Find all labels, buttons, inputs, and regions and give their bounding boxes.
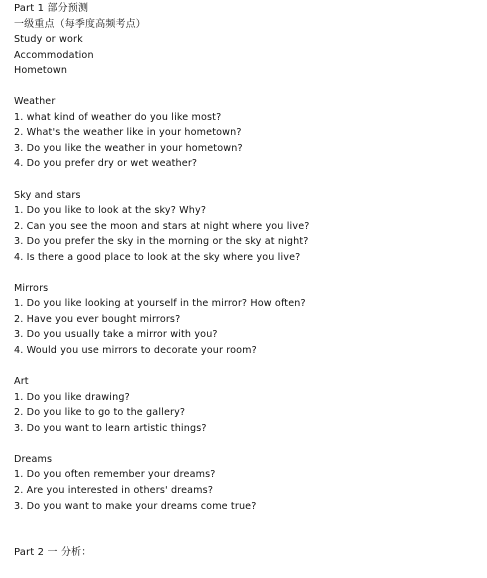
section-title-art: Art	[14, 376, 29, 388]
question-item: 1. Do you like drawing?	[14, 391, 130, 403]
question-item: 2. What's the weather like in your hometown?	[14, 127, 242, 139]
question-item: 1. Do you like looking at yourself in the mirror? How often?	[14, 298, 306, 310]
question-item: 4. Is there a good place to look at the sky where you live?	[14, 251, 301, 263]
spacer	[14, 436, 479, 452]
document-page	[14, 1, 479, 561]
part2-title: Part 2 一 分析：	[14, 547, 92, 559]
question-item: 2. Can you see the moon and stars at night where you live?	[14, 220, 310, 232]
spacer	[14, 514, 479, 545]
section-title-mirrors: Mirrors	[14, 282, 49, 294]
question-item: 2. Do you like to go to the gallery?	[14, 407, 186, 419]
question-item: 1. what kind of weather do you like most?	[14, 111, 222, 123]
question-item: 3. Do you want to learn artistic things?	[14, 422, 207, 434]
question-item: 2. Are you interested in others' dreams?	[14, 484, 214, 496]
question-item: 4. Would you use mirrors to decorate your room?	[14, 345, 257, 357]
key-topic-item: Hometown	[14, 65, 68, 77]
question-item: 2. Have you ever bought mirrors?	[14, 313, 181, 325]
question-item: 3. Do you prefer the sky in the morning or the sky at night?	[14, 236, 309, 248]
section-title-sky-and-stars: Sky and stars	[14, 189, 81, 201]
key-topic-item: Accommodation	[14, 49, 94, 61]
question-item: 1. Do you like to look at the sky? Why?	[14, 205, 207, 217]
section-title-dreams: Dreams	[14, 453, 53, 465]
spacer	[14, 359, 479, 375]
question-item: 4. Do you prefer dry or wet weather?	[14, 158, 198, 170]
section-title-weather: Weather	[14, 96, 56, 108]
question-item: 3. Do you usually take a mirror with you?	[14, 329, 218, 341]
spacer	[14, 265, 479, 281]
key-topic-item: Study or work	[14, 34, 83, 46]
spacer	[14, 172, 479, 188]
question-item: 1. Do you often remember your dreams?	[14, 469, 216, 481]
key-points-title: 一级重点（每季度高频考点）	[14, 18, 146, 30]
spacer	[14, 79, 479, 95]
question-item: 3. Do you want to make your dreams come true?	[14, 500, 257, 512]
part1-title: Part 1 部分预测	[14, 3, 89, 14]
question-item: 3. Do you like the weather in your hometown?	[14, 142, 243, 154]
